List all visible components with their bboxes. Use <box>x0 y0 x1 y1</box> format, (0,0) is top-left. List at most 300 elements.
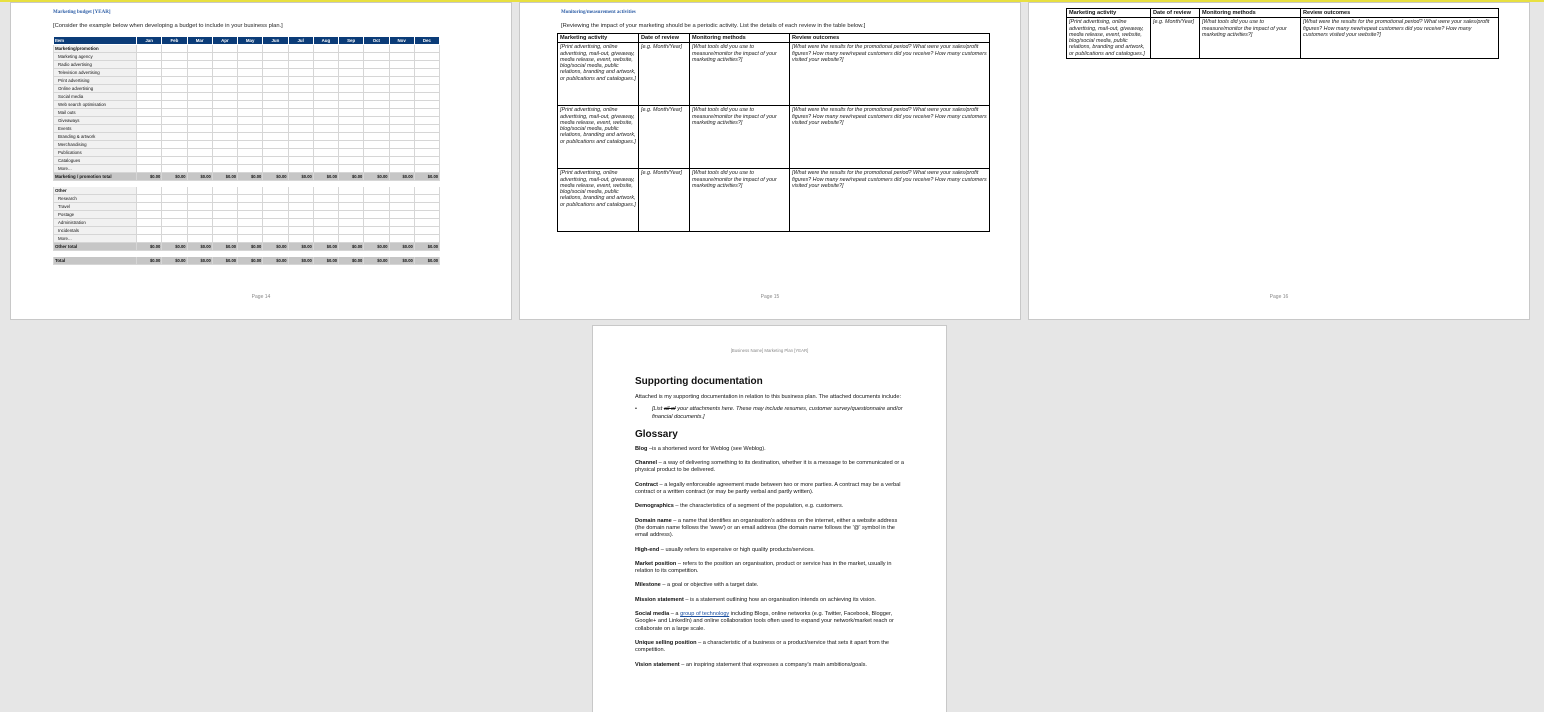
budget-cell <box>288 53 313 61</box>
table-cell[interactable]: [What were the results for the promotional period? What were your sales/profit figures? How many new/repeat customers did you receive? How many customers visited your website?] <box>790 43 990 106</box>
budget-cell <box>212 93 237 101</box>
budget-cell <box>288 235 313 243</box>
budget-cell <box>162 85 187 93</box>
total-cell: $0.00 <box>288 173 313 181</box>
budget-cell <box>389 125 414 133</box>
table-cell[interactable]: [What were the results for the promotional period? What were your sales/profit figures? How many new/repeat customers did you receive? How many customers visited your website?] <box>790 169 990 232</box>
budget-cell <box>162 93 187 101</box>
budget-cell <box>339 77 364 85</box>
budget-cell <box>389 187 414 195</box>
budget-cell <box>212 77 237 85</box>
budget-cell <box>137 61 162 69</box>
budget-cell <box>364 125 389 133</box>
budget-cell <box>137 157 162 165</box>
budget-cell <box>162 165 187 173</box>
budget-cell <box>313 101 338 109</box>
budget-cell <box>313 125 338 133</box>
total-cell: $0.00 <box>313 243 338 251</box>
budget-cell <box>364 77 389 85</box>
budget-cell <box>212 157 237 165</box>
budget-cell <box>162 203 187 211</box>
budget-cell <box>162 219 187 227</box>
budget-cell <box>313 141 338 149</box>
item-label: Marketing / promotion total <box>54 173 137 181</box>
budget-cell <box>187 109 212 117</box>
budget-cell <box>313 203 338 211</box>
item-label: Marketing agency <box>54 53 137 61</box>
budget-cell <box>212 69 237 77</box>
total-cell: $0.00 <box>364 257 389 265</box>
budget-row <box>54 101 440 109</box>
budget-cell <box>313 117 338 125</box>
glossary-entry <box>635 582 907 589</box>
budget-cell <box>212 117 237 125</box>
budget-cell <box>364 93 389 101</box>
column-header-month: Sep <box>339 37 364 45</box>
budget-cell <box>238 109 263 117</box>
column-header-month: Aug <box>313 37 338 45</box>
budget-cell <box>187 187 212 195</box>
budget-cell <box>137 219 162 227</box>
page-15 <box>519 2 1021 320</box>
item-label: Online advertising <box>54 85 137 93</box>
total-cell: $0.00 <box>288 257 313 265</box>
budget-cell <box>263 117 288 125</box>
glossary-term: Vision statement <box>635 661 680 668</box>
budget-cell <box>389 219 414 227</box>
budget-cell <box>288 187 313 195</box>
item-label: More... <box>54 165 137 173</box>
budget-cell <box>364 165 389 173</box>
budget-cell <box>364 45 389 53</box>
budget-cell <box>364 133 389 141</box>
budget-cell <box>339 85 364 93</box>
budget-cell <box>238 203 263 211</box>
budget-cell <box>389 101 414 109</box>
budget-cell <box>137 227 162 235</box>
table-cell[interactable]: [Print advertising, online advertising, mail-out, giveaway, media release, event, website, blog/social media, public relations, branding and artwork, or publications and catalogues.] <box>558 43 639 106</box>
budget-cell <box>389 235 414 243</box>
table-cell[interactable]: [What were the results for the promotional period? What were your sales/profit figures? How many new/repeat customers did you receive? How many customers visited your website?] <box>790 106 990 169</box>
budget-cell <box>339 203 364 211</box>
budget-cell <box>137 45 162 53</box>
budget-instruction: [Consider the example below when developing a budget to include in your business plan.] <box>53 23 283 29</box>
budget-row <box>54 109 440 117</box>
budget-cell <box>212 45 237 53</box>
column-header: Marketing activity <box>1067 9 1151 18</box>
budget-cell <box>238 149 263 157</box>
budget-cell <box>212 133 237 141</box>
budget-cell <box>288 227 313 235</box>
budget-cell <box>389 157 414 165</box>
budget-cell <box>263 141 288 149</box>
budget-cell <box>137 149 162 157</box>
budget-cell <box>187 149 212 157</box>
budget-cell <box>339 211 364 219</box>
budget-cell <box>263 109 288 117</box>
budget-cell <box>187 69 212 77</box>
budget-cell <box>339 149 364 157</box>
table-cell[interactable]: [e.g. Month/Year] <box>639 169 690 232</box>
column-header: Review outcomes <box>790 34 990 43</box>
budget-cell <box>238 77 263 85</box>
budget-cell <box>212 227 237 235</box>
table-cell[interactable]: [Print advertising, online advertising, mail-out, giveaway, media release, event, website, blog/social media, public relations, branding and artwork, or publications and catalogues.] <box>558 106 639 169</box>
total-cell: $0.00 <box>339 257 364 265</box>
glossary-entry <box>635 446 907 453</box>
budget-cell <box>364 187 389 195</box>
budget-cell <box>288 203 313 211</box>
budget-cell <box>187 195 212 203</box>
budget-cell <box>339 101 364 109</box>
budget-cell <box>137 133 162 141</box>
table-cell[interactable]: [What were the results for the promotional period? What were your sales/profit figures? How many new/repeat customers did you receive? How many customers visited your website?] <box>1301 18 1499 59</box>
total-cell: $0.00 <box>414 243 439 251</box>
budget-cell <box>263 93 288 101</box>
budget-cell <box>263 125 288 133</box>
budget-cell <box>389 45 414 53</box>
table-cell[interactable]: [What tools did you use to measure/monitor the impact of your marketing activities?] <box>690 43 790 106</box>
budget-row <box>54 69 440 77</box>
item-label: Giveaways <box>54 117 137 125</box>
budget-cell <box>339 125 364 133</box>
total-cell: $0.00 <box>313 173 338 181</box>
budget-row <box>54 227 440 235</box>
budget-cell <box>364 101 389 109</box>
total-cell: $0.00 <box>364 173 389 181</box>
total-cell: $0.00 <box>162 257 187 265</box>
budget-cell <box>212 187 237 195</box>
budget-cell <box>339 187 364 195</box>
budget-cell <box>137 195 162 203</box>
budget-cell <box>389 195 414 203</box>
item-label: Branding & artwork <box>54 133 137 141</box>
glossary-entry <box>635 547 907 554</box>
budget-cell <box>414 77 439 85</box>
supporting-intro: Attached is my supporting documentation in relation to this business plan. The attached documents include: <box>635 394 902 400</box>
budget-cell <box>187 61 212 69</box>
budget-cell <box>162 227 187 235</box>
budget-cell <box>263 165 288 173</box>
budget-cell <box>238 219 263 227</box>
budget-cell <box>263 157 288 165</box>
budget-cell <box>162 195 187 203</box>
budget-cell <box>288 77 313 85</box>
budget-cell <box>137 53 162 61</box>
glossary-term: Blog <box>635 445 648 452</box>
total-row <box>54 173 440 181</box>
budget-cell <box>288 149 313 157</box>
budget-cell <box>288 109 313 117</box>
glossary-title: Glossary <box>635 428 678 440</box>
attachment-bullet <box>635 406 907 421</box>
budget-cell <box>238 165 263 173</box>
budget-cell <box>339 69 364 77</box>
budget-row <box>54 133 440 141</box>
table-cell[interactable]: [e.g. Month/Year] <box>639 106 690 169</box>
budget-row <box>54 211 440 219</box>
budget-cell <box>238 101 263 109</box>
total-cell: $0.00 <box>212 257 237 265</box>
glossary-definition: – a goal or objective with a target date. <box>660 582 759 589</box>
glossary-entry <box>635 640 907 655</box>
budget-cell <box>162 53 187 61</box>
budget-cell <box>263 77 288 85</box>
budget-cell <box>212 149 237 157</box>
budget-cell <box>389 77 414 85</box>
budget-cell <box>238 53 263 61</box>
budget-cell <box>162 69 187 77</box>
budget-row <box>54 85 440 93</box>
budget-cell <box>212 165 237 173</box>
glossary-list-continued <box>635 640 907 669</box>
page-number: Page 14 <box>251 294 271 300</box>
budget-cell <box>263 235 288 243</box>
budget-row <box>54 157 440 165</box>
total-cell: $0.00 <box>212 243 237 251</box>
budget-cell <box>187 141 212 149</box>
column-header: Marketing activity <box>558 34 639 43</box>
item-label: Other <box>54 187 137 195</box>
total-cell: $0.00 <box>414 257 439 265</box>
budget-cell <box>263 211 288 219</box>
item-label: Marketing/promotion <box>54 45 137 53</box>
table-cell[interactable]: [e.g. Month/Year] <box>639 43 690 106</box>
budget-cell <box>288 61 313 69</box>
budget-cell <box>389 141 414 149</box>
table-row <box>558 169 990 232</box>
item-label: Incidentals <box>54 227 137 235</box>
budget-cell <box>187 93 212 101</box>
budget-cell <box>187 235 212 243</box>
table-cell[interactable]: [e.g. Month/Year] <box>1151 18 1200 59</box>
budget-cell <box>313 109 338 117</box>
budget-cell <box>212 53 237 61</box>
item-label: Administration <box>54 219 137 227</box>
budget-cell <box>187 117 212 125</box>
budget-cell <box>364 85 389 93</box>
budget-cell <box>187 53 212 61</box>
column-header-month: Oct <box>364 37 389 45</box>
budget-cell <box>288 101 313 109</box>
column-header-item: Item <box>54 37 137 45</box>
budget-cell <box>212 235 237 243</box>
budget-cell <box>137 109 162 117</box>
budget-cell <box>288 133 313 141</box>
total-cell: $0.00 <box>263 243 288 251</box>
budget-cell <box>187 133 212 141</box>
table-cell[interactable]: [Print advertising, online advertising, mail-out, giveaway, media release, event, website, blog/social media, public relations, branding and artwork, or publications and catalogues.] <box>1067 18 1151 59</box>
budget-cell <box>339 195 364 203</box>
budget-cell <box>288 85 313 93</box>
item-label: Other total <box>54 243 137 251</box>
table-cell[interactable]: [Print advertising, online advertising, mail-out, giveaway, media release, event, website, blog/social media, public relations, branding and artwork, or publications and catalogues.] <box>558 169 639 232</box>
budget-cell <box>288 157 313 165</box>
budget-cell <box>389 211 414 219</box>
budget-cell <box>313 235 338 243</box>
budget-cell <box>162 157 187 165</box>
budget-cell <box>137 101 162 109</box>
budget-row <box>54 195 440 203</box>
budget-cell <box>162 117 187 125</box>
budget-cell <box>414 61 439 69</box>
glossary-entry <box>635 662 907 669</box>
glossary-definition: – an inspiring statement that expresses a company's main ambitions/goals. <box>679 661 867 668</box>
budget-cell <box>339 219 364 227</box>
budget-cell <box>162 77 187 85</box>
budget-cell <box>212 101 237 109</box>
total-cell: $0.00 <box>364 243 389 251</box>
total-row <box>54 243 440 251</box>
budget-cell <box>313 195 338 203</box>
total-cell: $0.00 <box>187 257 212 265</box>
budget-cell <box>137 93 162 101</box>
column-header-month: Nov <box>389 37 414 45</box>
budget-cell <box>364 109 389 117</box>
table-row <box>1067 18 1499 59</box>
total-cell: $0.00 <box>288 243 313 251</box>
budget-cell <box>238 61 263 69</box>
glossary-definition: – a legally enforceable agreement made between two or more parties. A contract may be a verbal contract or a written contract (or may be partly verbal and partly written). <box>635 481 901 496</box>
budget-cell <box>263 195 288 203</box>
glossary-term: High-end <box>635 546 660 553</box>
budget-cell <box>339 133 364 141</box>
budget-heading: Marketing budget [YEAR] <box>53 10 111 15</box>
budget-cell <box>238 141 263 149</box>
budget-cell <box>389 117 414 125</box>
budget-row <box>54 61 440 69</box>
glossary-list <box>635 446 907 604</box>
budget-cell <box>288 125 313 133</box>
budget-cell <box>414 141 439 149</box>
budget-cell <box>288 219 313 227</box>
budget-cell <box>137 77 162 85</box>
budget-cell <box>364 235 389 243</box>
budget-cell <box>414 187 439 195</box>
budget-cell <box>313 219 338 227</box>
budget-cell <box>364 211 389 219</box>
supporting-documentation-title: Supporting documentation <box>635 376 763 387</box>
budget-cell <box>187 165 212 173</box>
budget-cell <box>212 125 237 133</box>
budget-cell <box>238 211 263 219</box>
glossary-definition: – a way of delivering something to its destination, whether it is a message to be communicated or a physical product to be delivered. <box>635 460 904 474</box>
page-number: Page 16 <box>1269 294 1289 300</box>
table-cell[interactable]: [What tools did you use to measure/monitor the impact of your marketing activities?] <box>1200 18 1301 59</box>
budget-row <box>54 235 440 243</box>
budget-cell <box>414 45 439 53</box>
budget-cell <box>389 227 414 235</box>
budget-cell <box>288 141 313 149</box>
glossary-entry <box>635 460 907 475</box>
item-label: Social media <box>54 93 137 101</box>
budget-cell <box>339 117 364 125</box>
budget-cell <box>389 93 414 101</box>
glossary-definition: – a characteristic of a business or a product/service that sets it apart from the competition. <box>635 639 889 654</box>
glossary-entry <box>635 518 907 540</box>
budget-cell <box>162 125 187 133</box>
budget-cell <box>187 211 212 219</box>
total-cell: $0.00 <box>187 173 212 181</box>
budget-cell <box>313 149 338 157</box>
budget-cell <box>162 235 187 243</box>
budget-cell <box>238 195 263 203</box>
page-supporting-documentation <box>592 325 947 712</box>
budget-cell <box>263 227 288 235</box>
page-14 <box>10 2 512 320</box>
budget-cell <box>137 203 162 211</box>
budget-cell <box>137 187 162 195</box>
glossary-entry <box>635 597 907 604</box>
total-cell: $0.00 <box>238 243 263 251</box>
total-cell: $0.00 <box>263 173 288 181</box>
budget-table <box>53 36 440 265</box>
budget-cell <box>187 125 212 133</box>
budget-cell <box>162 187 187 195</box>
budget-cell <box>389 61 414 69</box>
glossary-link[interactable]: group of technology <box>680 611 730 618</box>
glossary-entry <box>635 561 907 576</box>
monitoring-heading: Monitoring/measurement activities <box>561 10 636 15</box>
budget-cell <box>212 85 237 93</box>
budget-cell <box>339 157 364 165</box>
total-cell: $0.00 <box>187 243 212 251</box>
budget-cell <box>263 133 288 141</box>
budget-row <box>54 141 440 149</box>
column-header: Monitoring methods <box>690 34 790 43</box>
glossary-entry <box>635 503 907 510</box>
column-header-month: Jan <box>137 37 162 45</box>
budget-cell <box>212 195 237 203</box>
budget-cell <box>263 149 288 157</box>
budget-cell <box>364 195 389 203</box>
total-cell: $0.00 <box>389 257 414 265</box>
item-label: Events <box>54 125 137 133</box>
budget-cell <box>339 109 364 117</box>
bullet-text: [List all of your attachments here. These may include resumes, customer survey/questionnaire and/or financial documents.] <box>652 406 903 420</box>
budget-cell <box>313 77 338 85</box>
budget-cell <box>212 61 237 69</box>
budget-cell <box>414 235 439 243</box>
column-header: Date of review <box>1151 9 1200 18</box>
running-header: [Business Name] Marketing Plan [YEAR] <box>730 348 809 353</box>
item-label: Travel <box>54 203 137 211</box>
budget-cell <box>313 69 338 77</box>
table-cell[interactable]: [What tools did you use to measure/monitor the impact of your marketing activities?] <box>690 169 790 232</box>
table-cell[interactable]: [What tools did you use to measure/monitor the impact of your marketing activities?] <box>690 106 790 169</box>
total-cell: $0.00 <box>389 173 414 181</box>
budget-cell <box>389 149 414 157</box>
item-label: Mail outs <box>54 109 137 117</box>
budget-cell <box>263 187 288 195</box>
budget-cell <box>313 157 338 165</box>
budget-cell <box>288 117 313 125</box>
column-header: Date of review <box>639 34 690 43</box>
budget-cell <box>137 117 162 125</box>
budget-cell <box>187 101 212 109</box>
budget-row <box>54 93 440 101</box>
item-label: Postage <box>54 211 137 219</box>
item-label: Total <box>54 257 137 265</box>
budget-cell <box>389 69 414 77</box>
budget-cell <box>414 85 439 93</box>
budget-cell <box>389 133 414 141</box>
glossary-definition: – refers to the position an organisation, product or service has in the market, usually in relation to its competition. <box>635 560 892 575</box>
glossary-term: Channel <box>635 460 658 467</box>
budget-cell <box>288 93 313 101</box>
budget-cell <box>187 219 212 227</box>
budget-cell <box>162 109 187 117</box>
